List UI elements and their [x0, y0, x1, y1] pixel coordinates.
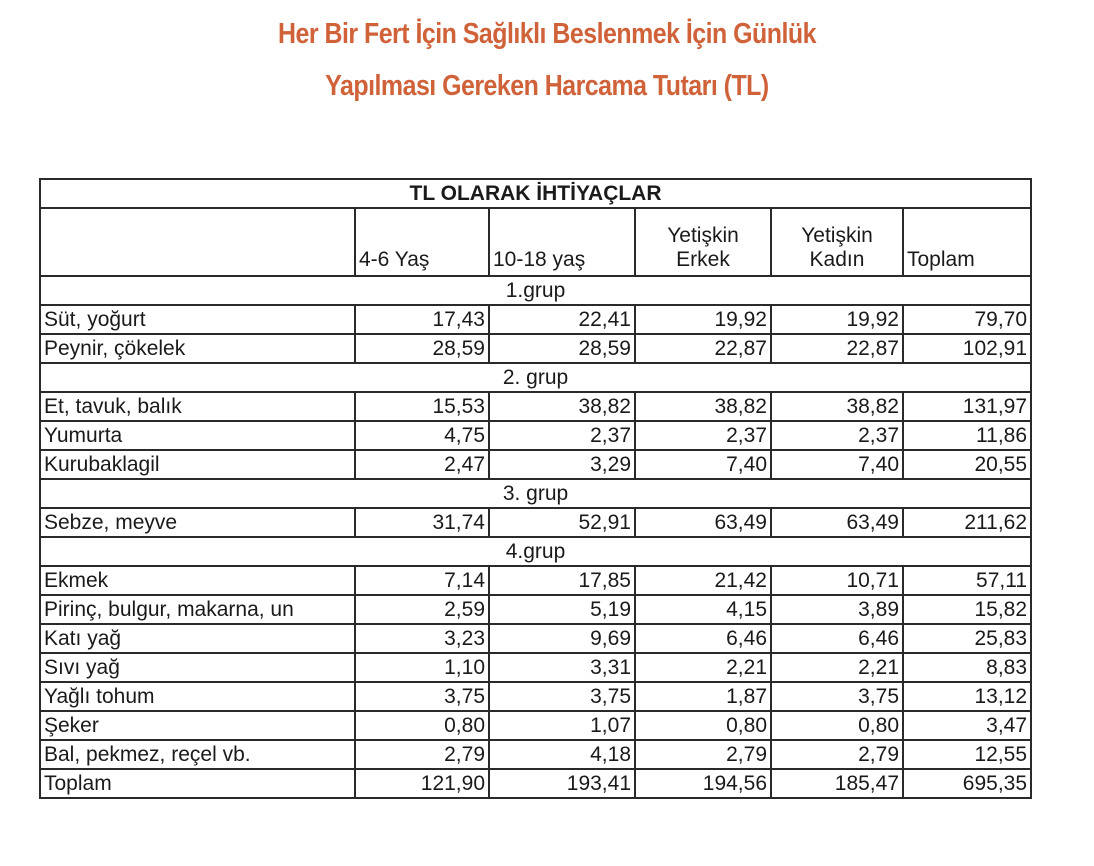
value-cell: 3,31	[489, 653, 635, 682]
value-cell: 2,37	[771, 421, 903, 450]
total-row	[40, 769, 1031, 798]
value-cell: 2,21	[635, 653, 771, 682]
item-name: Peynir, çökelek	[40, 334, 355, 363]
value-cell: 11,86	[903, 421, 1031, 450]
value-cell: 20,55	[903, 450, 1031, 479]
group-row	[40, 537, 1031, 566]
column-header-10-18	[489, 208, 635, 276]
group-label: 4.grup	[40, 537, 1031, 566]
value-cell: 4,75	[355, 421, 489, 450]
value-cell: 102,91	[903, 334, 1031, 363]
group-row	[40, 363, 1031, 392]
table-row	[40, 305, 1031, 334]
value-cell: 63,49	[771, 508, 903, 537]
item-name: Pirinç, bulgur, makarna, un	[40, 595, 355, 624]
value-cell: 9,69	[489, 624, 635, 653]
value-cell: 2,37	[635, 421, 771, 450]
value-cell: 21,42	[635, 566, 771, 595]
value-cell: 28,59	[489, 334, 635, 363]
table-caption-row	[40, 179, 1031, 208]
value-cell: 1,07	[489, 711, 635, 740]
table-row	[40, 682, 1031, 711]
total-value-cell: 194,56	[635, 769, 771, 798]
value-cell: 211,62	[903, 508, 1031, 537]
value-cell: 7,40	[771, 450, 903, 479]
value-cell: 0,80	[771, 711, 903, 740]
value-cell: 6,46	[771, 624, 903, 653]
column-header-label-line1: Yetişkin	[801, 224, 873, 247]
value-cell: 17,85	[489, 566, 635, 595]
value-cell: 28,59	[355, 334, 489, 363]
column-header-item	[40, 208, 355, 276]
column-header-label-line2: Kadın	[809, 248, 865, 271]
value-cell: 12,55	[903, 740, 1031, 769]
value-cell: 2,59	[355, 595, 489, 624]
value-cell: 79,70	[903, 305, 1031, 334]
value-cell: 131,97	[903, 392, 1031, 421]
value-cell: 63,49	[635, 508, 771, 537]
item-name: Şeker	[40, 711, 355, 740]
page-title-line-1: Her Bir Fert İçin Sağlıklı Beslenmek İçin Günlük	[278, 18, 816, 50]
value-cell: 8,83	[903, 653, 1031, 682]
item-name: Yumurta	[40, 421, 355, 450]
total-value-cell: 121,90	[355, 769, 489, 798]
table-row	[40, 740, 1031, 769]
table-header-row	[40, 208, 1031, 276]
value-cell: 2,47	[355, 450, 489, 479]
item-name: Bal, pekmez, reçel vb.	[40, 740, 355, 769]
group-label: 3. grup	[40, 479, 1031, 508]
value-cell: 0,80	[635, 711, 771, 740]
value-cell: 10,71	[771, 566, 903, 595]
item-name: Yağlı tohum	[40, 682, 355, 711]
column-header-total	[903, 208, 1031, 276]
value-cell: 22,87	[771, 334, 903, 363]
total-value-cell: 193,41	[489, 769, 635, 798]
value-cell: 1,10	[355, 653, 489, 682]
group-row	[40, 479, 1031, 508]
column-header-label-line2: Erkek	[676, 248, 730, 271]
value-cell: 38,82	[635, 392, 771, 421]
total-label: Toplam	[40, 769, 355, 798]
value-cell: 52,91	[489, 508, 635, 537]
value-cell: 1,87	[635, 682, 771, 711]
value-cell: 0,80	[355, 711, 489, 740]
value-cell: 2,37	[489, 421, 635, 450]
value-cell: 15,82	[903, 595, 1031, 624]
table-row	[40, 450, 1031, 479]
value-cell: 31,74	[355, 508, 489, 537]
value-cell: 25,83	[903, 624, 1031, 653]
table-row	[40, 392, 1031, 421]
column-header-4-6	[355, 208, 489, 276]
table-row	[40, 421, 1031, 450]
group-row	[40, 276, 1031, 305]
value-cell: 15,53	[355, 392, 489, 421]
item-name: Katı yağ	[40, 624, 355, 653]
table-row	[40, 566, 1031, 595]
item-name: Ekmek	[40, 566, 355, 595]
value-cell: 3,23	[355, 624, 489, 653]
item-name: Sebze, meyve	[40, 508, 355, 537]
item-name: Süt, yoğurt	[40, 305, 355, 334]
value-cell: 38,82	[771, 392, 903, 421]
value-cell: 22,41	[489, 305, 635, 334]
value-cell: 3,75	[489, 682, 635, 711]
value-cell: 3,75	[355, 682, 489, 711]
table-caption: TL OLARAK İHTİYAÇLAR	[40, 179, 1031, 208]
value-cell: 57,11	[903, 566, 1031, 595]
value-cell: 3,75	[771, 682, 903, 711]
value-cell: 19,92	[771, 305, 903, 334]
value-cell: 7,14	[355, 566, 489, 595]
column-header-adult-female	[771, 208, 903, 276]
item-name: Sıvı yağ	[40, 653, 355, 682]
column-header-adult-male	[635, 208, 771, 276]
expense-table	[39, 178, 1032, 799]
column-header-label: 10-18 yaş	[493, 248, 586, 271]
table-row	[40, 624, 1031, 653]
value-cell: 5,19	[489, 595, 635, 624]
value-cell: 17,43	[355, 305, 489, 334]
value-cell: 2,79	[635, 740, 771, 769]
table-row	[40, 653, 1031, 682]
page-title-line-2: Yapılması Gereken Harcama Tutarı (TL)	[325, 70, 769, 102]
table-row	[40, 334, 1031, 363]
value-cell: 38,82	[489, 392, 635, 421]
value-cell: 13,12	[903, 682, 1031, 711]
table-row	[40, 508, 1031, 537]
item-name: Kurubaklagil	[40, 450, 355, 479]
value-cell: 19,92	[635, 305, 771, 334]
table-row	[40, 711, 1031, 740]
group-label: 1.grup	[40, 276, 1031, 305]
value-cell: 2,21	[771, 653, 903, 682]
column-header-label-line1: Yetişkin	[667, 224, 739, 247]
value-cell: 7,40	[635, 450, 771, 479]
value-cell: 2,79	[771, 740, 903, 769]
table-row	[40, 595, 1031, 624]
value-cell: 22,87	[635, 334, 771, 363]
value-cell: 3,89	[771, 595, 903, 624]
total-value-cell: 695,35	[903, 769, 1031, 798]
value-cell: 4,15	[635, 595, 771, 624]
value-cell: 3,47	[903, 711, 1031, 740]
value-cell: 4,18	[489, 740, 635, 769]
total-value-cell: 185,47	[771, 769, 903, 798]
item-name: Et, tavuk, balık	[40, 392, 355, 421]
column-header-label: 4-6 Yaş	[359, 248, 430, 271]
value-cell: 3,29	[489, 450, 635, 479]
group-label: 2. grup	[40, 363, 1031, 392]
column-header-label: Toplam	[907, 248, 975, 271]
value-cell: 6,46	[635, 624, 771, 653]
value-cell: 2,79	[355, 740, 489, 769]
